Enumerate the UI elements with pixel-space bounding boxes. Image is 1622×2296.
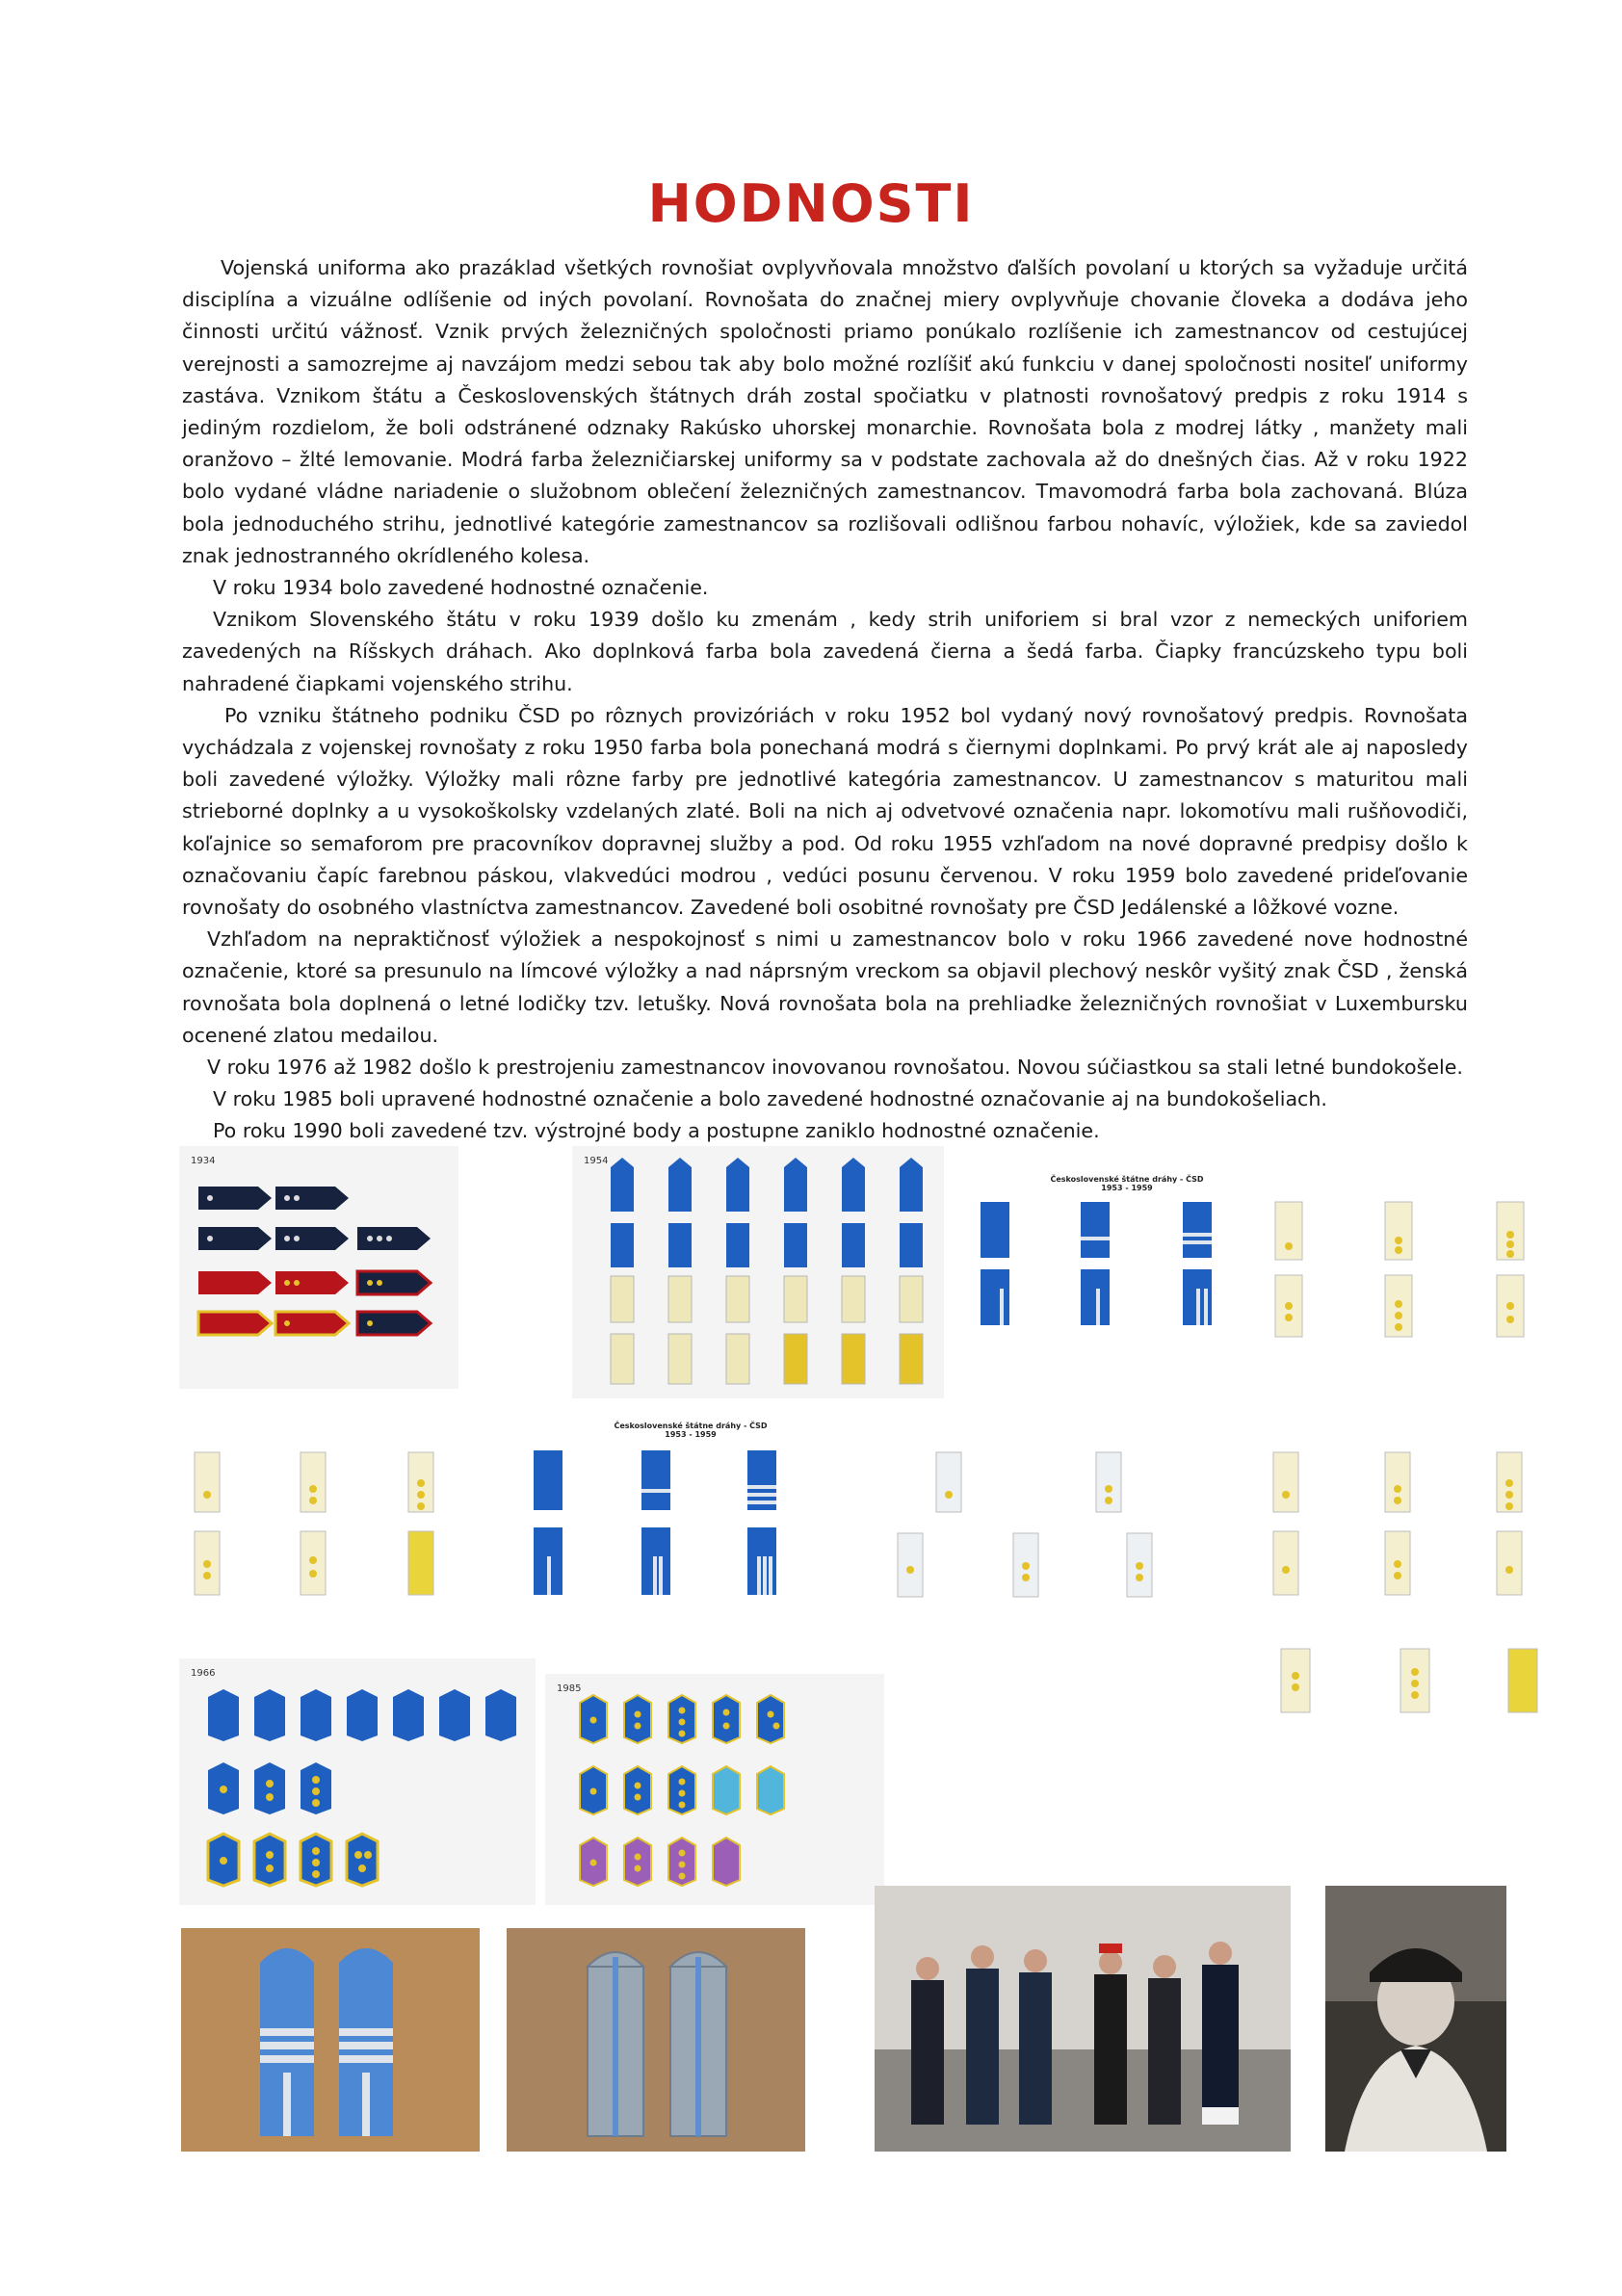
csd-boards-image bbox=[522, 1422, 819, 1605]
rank-panel-gold-d bbox=[1269, 1637, 1549, 1724]
collar-tabs-1934-image bbox=[179, 1146, 458, 1389]
gold-boards-image bbox=[1260, 1445, 1547, 1604]
paragraph: V roku 1934 bolo zavedené hodnostné označenie. bbox=[213, 576, 709, 600]
rank-panel-1954 bbox=[572, 1146, 944, 1398]
blue-boards-row bbox=[611, 1158, 923, 1267]
panel-heading: Československé štátne dráhy - ČSD 1953 - 1959 bbox=[1050, 1175, 1204, 1192]
gold-boards-image bbox=[1269, 1637, 1549, 1724]
paragraph: Po vzniku štátneho podniku ČSD po rôznych provizóriách v roku 1952 bol vydaný nový rovnošatový predpis. Rovnošata vychádzala z vojenskej rovnošaty z roku 1950 farba bola ponechaná modrá s čiernymi doplnkami. Po prvý krát ale aj naposledy boli zavedené výložky. Výložky mali rôzne farby pre jednotlivé kategória zamestnancov. U zamestnancov s maturitou mali strieborné doplnky a u vysokoškolsky vzdelaných zlaté. Boli na nich aj odvetvové označenia napr. lokomotívu mali rušňovodiči, koľajnice so semaforom pre pracovníkov dopravnej služby a pod. Od roku 1955 vzhľadom na nové dopravné predpisy došlo k označovaniu čapíc farebnou páskou, vlakvedúci modrou , vedúci posunu červenou. V roku 1959 bolo zavedené prideľovanie rovnošaty do osobného vlastníctva zamestnancov. Zavedené boli osobitné rovnošaty pre ČSD Jedálenské a lôžkové vozne. bbox=[182, 703, 1468, 920]
rank-panel-gold-c bbox=[1260, 1445, 1547, 1604]
historical-portrait-photo bbox=[1325, 1886, 1506, 2152]
rank-panel-gold-a bbox=[1260, 1190, 1547, 1344]
rank-panel-1934 bbox=[179, 1146, 458, 1389]
silver-boards-image bbox=[886, 1445, 1173, 1604]
patches bbox=[208, 1689, 516, 1814]
purple-patches bbox=[580, 1838, 740, 1886]
paragraph: Po roku 1990 boli zavedené tzv. výstrojné body a postupne zaniklo hodnostné označenie. bbox=[213, 1119, 1100, 1143]
panel-year: 1966 bbox=[191, 1668, 216, 1679]
panel-heading: Československé štátne dráhy - ČSD 1953 - 1959 bbox=[614, 1422, 768, 1439]
collar-patches-1966-image bbox=[179, 1658, 536, 1905]
shoulder-boards-photo-blue bbox=[181, 1928, 480, 2152]
rank-panel-1985 bbox=[545, 1674, 884, 1905]
paragraph: V roku 1976 až 1982 došlo k prestrojeniu zamestnancov inovovanou rovnošatou. Novou súčiastkou sa stali letné bundokošele. bbox=[207, 1056, 1463, 1080]
stars bbox=[590, 1708, 780, 1880]
gold-edged-patches bbox=[208, 1834, 378, 1886]
stars bbox=[1292, 1668, 1419, 1699]
panel-year: 1954 bbox=[584, 1156, 609, 1166]
collar-patches-1985-image bbox=[545, 1674, 884, 1905]
gold-boards-image bbox=[1260, 1190, 1547, 1344]
panel-year: 1985 bbox=[557, 1683, 582, 1694]
navy-tabs-row bbox=[198, 1187, 431, 1250]
red-tabs-row bbox=[198, 1271, 431, 1335]
rank-panel-csd-b bbox=[522, 1422, 819, 1605]
panel-year: 1934 bbox=[191, 1156, 216, 1166]
boards bbox=[1281, 1649, 1537, 1712]
paragraph: V roku 1985 boli upravené hodnostné označenie a bolo zavedené hodnostné označovanie aj na bundokošeliach. bbox=[213, 1087, 1327, 1111]
page-title: HODNOSTI bbox=[647, 173, 975, 234]
railway-staff-group-photo bbox=[875, 1886, 1291, 2152]
light-blue-patches bbox=[713, 1766, 784, 1814]
rank-panel-silver bbox=[886, 1445, 1173, 1604]
paragraph: Vojenská uniforma ako prazáklad všetkých rovnošiat ovplyvňovala množstvo ďalších povolaní u ktorých sa vyžaduje určitá disciplína a vizuálne odlíšenie od iných povolaní. Rovnošata do značnej miery ovplyvňuje chovanie človeka a dodáva jeho činnosti určitú vážnosť. Vznik prvých železničných spoločnosti priamo ponúkalo rozlíšenie ich zamestnancov od cestujúcej verejnosti a samozrejme aj navzájom medzi sebou tak aby bolo možné rozlíšiť akú funkciu v danej spoločnosti nositeľ uniformy zastáva. Vznikom štátu a Československých štátnych dráh zostal spočiatku v platnosti rovnošatový predpis z roku 1914 s jediným rozdielom, že boli odstránené odznaky Rakúsko uhorskej monarchie. Rovnošata bola z modrej látky , manžety mali oranžovo – žlté lemovanie. Modrá farba železničiarskej uniformy sa v podstate zachovala až do dnešných čias. Až v roku 1922 bolo vydané vládne nariadenie o služobnom oblečení železničných zamestnancov. Tmavomodrá farba bola zachovaná. Blúza bola jednoduchého strihu, jednotlivé kategórie zamestnancov sa rozlišovali odlišnou farbou nohavíc, výložiek, kde sa zaviedol znak jednostranného okrídleného kolesa. bbox=[182, 256, 1468, 567]
csd-boards-image bbox=[973, 1173, 1227, 1329]
paragraph: Vznikom Slovenského štátu v roku 1939 došlo ku zmenám , kedy strih uniforiem si bral vzor z nemeckých uniforiem zavedených na Ríšskych dráhach. Ako doplnková farba bola zavedená čierna a šedá farba. Čiapky francúzskeho typu boli nahradené čiapkami vojenského strihu. bbox=[182, 608, 1468, 695]
paragraph: Vzhľadom na nepraktičnosť výložiek a nespokojnosť s nimi u zamestnancov bolo v roku 1966 zavedené nove hodnostné označenie, ktoré sa presunulo na límcové výložky a nad náprsným vreckom sa objavil plechový neskôr vyšitý znak ČSD , ženská rovnošata bola doplnená o letné lodičky tzv. letušky. Nová rovnošata bola na prehliadke železničných rovnošiat v Luxembursku ocenené zlatou medailou. bbox=[182, 927, 1468, 1047]
shoulder-boards-1954-image bbox=[572, 1146, 944, 1398]
rank-panel-gold-b bbox=[181, 1445, 468, 1604]
gold-boards-image bbox=[181, 1445, 468, 1604]
gold-boards-row bbox=[611, 1276, 923, 1384]
shoulder-boards-photo-silver bbox=[507, 1928, 805, 2152]
rank-panel-1966 bbox=[179, 1658, 536, 1905]
article-body bbox=[182, 252, 1468, 1148]
rank-panel-csd-a bbox=[973, 1173, 1227, 1329]
